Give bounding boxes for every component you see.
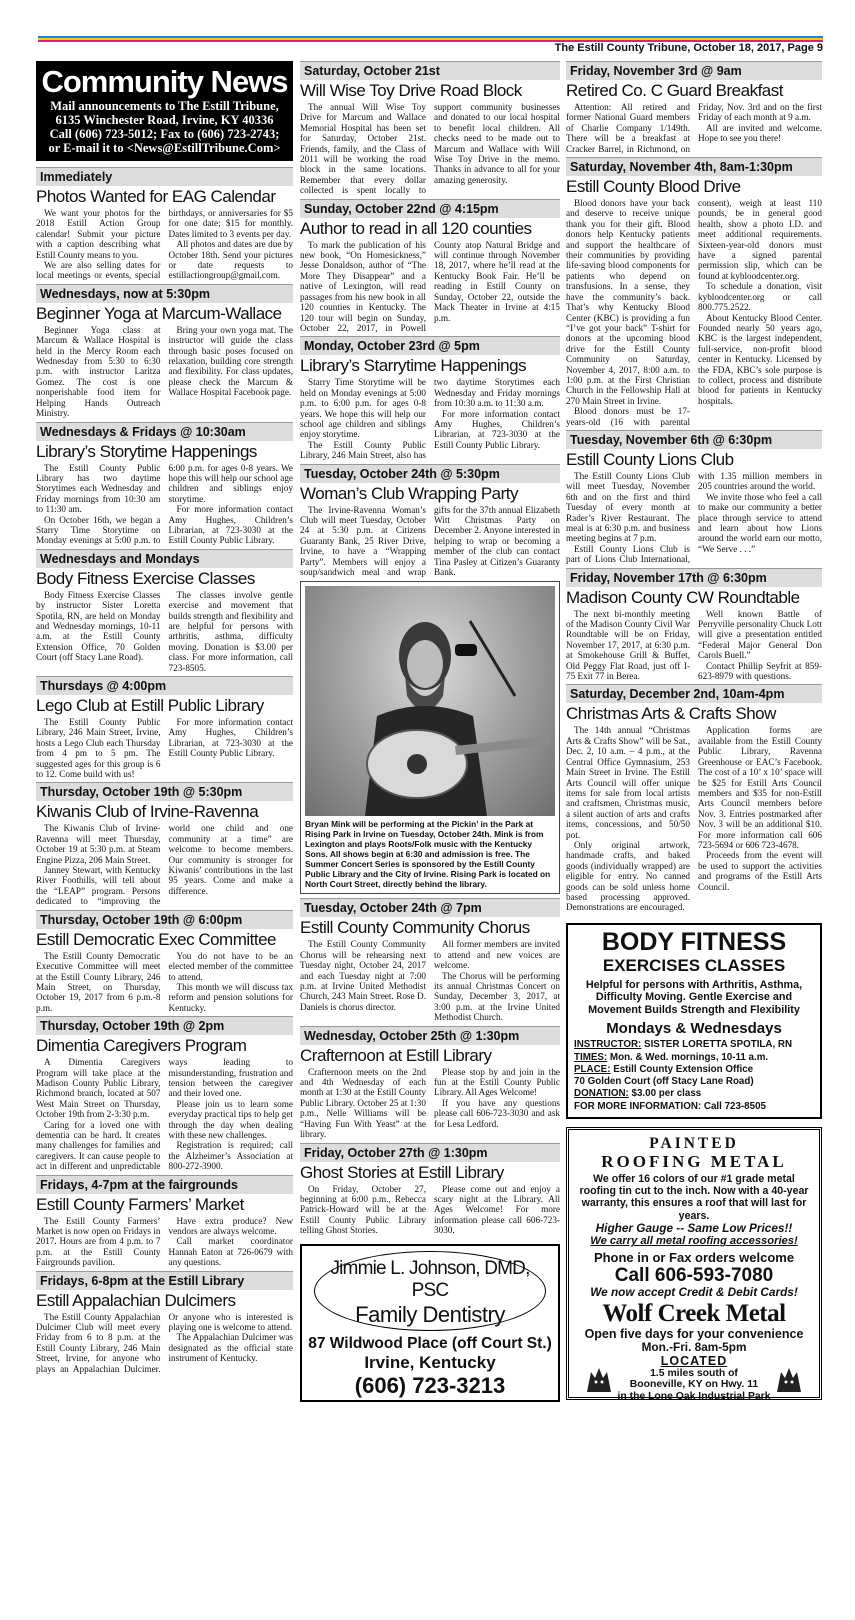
article-body (566, 198, 822, 427)
article-paragraph: The 14th annual “Christmas Arts & Crafts Show” will be Sat., Dec. 2, 10 a.m. – 4 p.m., at the Central Office Gymnasium, 253 Main Street in Irvine. The Estill Arts Council will offer unique items for sale from local artists and craftsmen, Christmas music, a silent auction of arts and crafts items, concessions, and 50/50 pot. (566, 725, 690, 840)
roof-ad-line: Higher Gauge -- Same Low Prices!! (595, 1220, 793, 1235)
article-title: Estill County Community Chorus (300, 918, 530, 938)
article-paragraph: Body Fitness Exercise Classes by instructor Sister Loretta Spotila, RN, are held on Monday and Wednesday mornings, 10-11 a.m. at the Estill County Extension Office, 70 Golden Court (off Stacy Lane Road). (36, 589, 161, 663)
article-body (36, 590, 293, 673)
article-date-bar: Thursday, October 19th @ 5:30pm (36, 782, 293, 801)
article-paragraph: To mark the publication of his new book, “On Homesickness,” Jesse Donaldson, author of “The More They Disappear” and a native of Lexington, will read passages from his new book in all 120 counties in Kentucky. The 120 tour will begin on Sunday, October 22, 2017, in Powell County atop Natural Bridge and will continue through November 18, 2017, where he’ll read at the Kentucky Book Fair. He’ll be reading in Estill County on Sunday, October 22, outside the Mack Theater in Irvine at 4:15 p.m. (300, 239, 560, 333)
article-body (300, 1184, 560, 1236)
roof-ad-line: ROOFING METAL (601, 1151, 787, 1171)
article-paragraph: All photos and dates are due by October 18th. Send your pictures or date requests to estillactiongroup@gmail.com. (168, 239, 293, 281)
article-title: Body Fitness Exercise Classes (36, 568, 255, 588)
article (36, 422, 293, 546)
article-body (36, 717, 293, 779)
article-paragraph: Bring your own yoga mat. The instructor will guide the class through basic poses focused on relaxation, building core strength and flexibility. For class updates, please check the Marcum & Wallace Hospital Facebook page. (168, 324, 293, 398)
article-date-bar: Friday, November 3rd @ 9am (566, 61, 822, 80)
article-body (566, 725, 822, 912)
article-date-bar: Wednesdays & Fridays @ 10:30am (36, 422, 293, 441)
article-paragraph: You do not have to be an elected member of the committee to attend. (168, 950, 293, 982)
article-paragraph: Crafternoon meets on the 2nd and 4th Wednesday of each month at 1:30 at the Estill County Public Library. October 25 at 1:30 p.m., Nelle Williams will be “Having Fun With Yeast” at the library. (300, 1066, 426, 1140)
article-date-bar: Saturday, October 21st (300, 61, 560, 80)
article-paragraph: The next bi-monthly meeting of the Madison County Civil War Roundtable will be on Friday, November 17, 2017, at 6:30 p.m. at Smokehouse Grill & Buffet, Old Peggy Flat Road, just off I-75 Exit 77 in Berea. (566, 608, 690, 682)
article-paragraph: We are also selling dates for local meetings or events, special birthdays, or anniversaries for $5 for one date; $15 for monthly. Dates limited to 3 events per day. (36, 208, 293, 281)
article (566, 430, 822, 565)
article-date-bar: Tuesday, October 24th @ 5:30pm (300, 464, 560, 483)
article-paragraph: The Kiwanis Club of Irvine-Ravenna will meet Thursday, October 19 at 5:30 p.m. at Steam Engine Pizza, 206 Main Street. (36, 823, 161, 865)
article-date-bar: Wednesdays and Mondays (36, 549, 293, 568)
article-paragraph: If you have any questions please call 606-723-3030 and ask for Lesa Ledford. (434, 1097, 560, 1129)
article-paragraph: Call market coordinator Hannah Eaton at 726-0679 with any questions. (168, 1236, 293, 1268)
article-date-bar: Wednesday, October 25th @ 1:30pm (300, 1026, 560, 1045)
article-body (36, 823, 293, 906)
article-date-bar: Fridays, 6-8pm at the Estill Library (36, 1271, 293, 1290)
article-body (300, 240, 560, 334)
col1-articles (36, 167, 293, 1374)
article-paragraph: Registration is required; call the Alzheimer’s Association at 800-272-3900. (168, 1140, 293, 1172)
fitness-ad-description: Helpful for persons with Arthritis, Asthma, Difficulty Moving. Gentle Exercise and Movement Builds Strength and Flexibility (585, 978, 803, 1016)
article-title: Estill Appalachian Dulcimers (36, 1290, 236, 1310)
masthead (36, 61, 293, 161)
roof-ad-line: PAINTED (649, 1134, 739, 1152)
article-body (300, 102, 560, 196)
article-title: Madison County CW Roundtable (566, 587, 800, 607)
photo-caption: Bryan Mink will be performing at the Pickin’ in the Park at Rising Park in Irvine on Tuesday, October 24th. Mink is from Lexington and plays Roots/Folk music with the Kentucky Sons. All shows begin at 6:30 and admission is free. The Summer Concert Series is sponsored by the Estill County Public Library and the City of Irvine. Rising Park is located on North Court Street, directly behind the library. (305, 819, 551, 890)
article-paragraph: The Chorus will be performing its annual Christmas Concert on Sunday, December 3, 2017, at 3:00 p.m. at the Irvine United Methodist Church. (434, 970, 560, 1023)
article-paragraph: Well known Battle of Perryville personality Chuck Lott will give a presentation entitled “Federal Major General Don Carols Buell.” (698, 608, 822, 661)
article-paragraph: Please come out and enjoy a scary night at the Library. All Ages Welcome! For more information please call 606-723-3030. (434, 1183, 560, 1236)
article-paragraph: Have extra produce? New vendors are always welcome. (168, 1215, 293, 1236)
article-paragraph: Application forms are available from the Estill County Public Library, Ravenna Greenhouse or EAC’s Facebook. The cost of a 10’ x 10’ space will be $25 for Estill Arts Council members and $35 for non-Estill Arts Council members before Nov. 3. Entries postmarked after Nov. 3 will be an additional $10. For more information call 606 723-5694 or 606 723-4678. (698, 725, 822, 850)
article-title: Beginner Yoga at Marcum-Wallace (36, 303, 282, 323)
wolf-icon (585, 1364, 613, 1394)
article-title: Estill Democratic Exec Committee (36, 929, 277, 949)
article-title: Dimentia Caregivers Program (36, 1036, 247, 1056)
article (300, 199, 560, 334)
article-paragraph: We want your photos for the 2018 Estill Action Group calendar! Submit your picture with a caption describing what Estill County means to you. (36, 208, 161, 260)
article (36, 1016, 293, 1171)
col3-articles (566, 61, 822, 913)
article-paragraph: The Estill County Community Chorus will be rehearsing next Tuesday night, October 24, 2017 and each Tuesday night at 7:00 p.m. at Irvine United Methodist Church, 243 Main Street. Rose D. Daniels is chorus director. (300, 939, 426, 1012)
dentist-practice: Family Dentistry (355, 1301, 505, 1327)
article-date-bar: Fridays, 4-7pm at the fairgrounds (36, 1175, 293, 1194)
guitarist-illustration (305, 586, 553, 816)
fitness-ad-days: Mondays & Wednesdays (606, 1020, 782, 1038)
fitness-ad-title: BODY FITNESS (601, 927, 787, 956)
roof-ad-loc-line: in the Lone Oak Industrial Park (617, 1390, 771, 1402)
article-paragraph: The Estill County Democratic Executive Committee will meet at the Estill County Library, 246 Main Street, on Thursday, October 19, 2017 from 6 p.m.-8 p.m. (36, 950, 161, 1013)
article-paragraph: For more information contact Amy Hughes, Children’s Librarian, at 723-3030 at the Estill County Public Library. (168, 504, 293, 546)
fitness-ad-place2: 70 Golden Court (off Stacy Lane Road) (574, 1076, 754, 1088)
article-paragraph: The Irvine-Ravenna Woman’s Club will meet Tuesday, October 24 at 5:30 p.m. at Citizens Guaranty Bank, 25 River Drive, Irvine, to have a “Wrapping Party”. Members will enjoy a soup/sandwich meal and wrap gifts for the 37th annual Elizabeth Witt Christmas Party on December 2. Anyone interested in helping to wrap or becoming a member of the club can contact Tina Pasley at Citizen’s Guaranty Bank. (300, 504, 560, 577)
article (300, 336, 560, 460)
article-date-bar: Thursdays @ 4:00pm (36, 676, 293, 695)
masthead-line: Call (606) 723-5012; Fax to (606) 723-2743; (49, 127, 280, 141)
article-body (36, 1216, 293, 1268)
article-date-bar: Friday, November 17th @ 6:30pm (566, 568, 822, 587)
article-paragraph: All former members are invited to attend and new voices are welcome. (434, 939, 560, 971)
dentist-address: 87 Wildwood Place (off Court St.) (308, 1334, 552, 1352)
column-1 (36, 61, 293, 1377)
article-title: Author to read in all 120 counties (300, 218, 532, 238)
article-paragraph: For more information contact Amy Hughes, Children’s Librarian, at 723-3030 at the Estill County Public Library. (168, 717, 293, 759)
dentist-ad (300, 1244, 560, 1402)
article-title: Ghost Stories at Estill Library (300, 1162, 504, 1182)
article-body (36, 463, 293, 546)
article-paragraph: Contact Phillip Seyfrit at 859-623-8979 with questions. (698, 660, 822, 682)
article (36, 1271, 293, 1374)
dentist-city: Irvine, Kentucky (364, 1352, 496, 1372)
article-title: Estill County Lions Club (566, 449, 734, 469)
article-body (36, 1057, 293, 1171)
article (36, 1175, 293, 1268)
masthead-line: 6135 Winchester Road, Irvine, KY 40336 (55, 113, 274, 127)
article (566, 157, 822, 427)
column-2 (300, 61, 560, 1402)
column-3 (566, 61, 822, 1400)
article-title: Library’s Starrytime Happenings (300, 356, 527, 376)
article-paragraph: The Estill County Public Library has two daytime Storytimes each Wednesday and Friday mornings from 10:30 am to 11:30 am. (36, 462, 161, 515)
fitness-ad-times: TIMES: Mon. & Wed. mornings, 10-11 a.m. (574, 1051, 769, 1063)
article-date-bar: Saturday, November 4th, 8am-1:30pm (566, 157, 822, 176)
article-body (300, 377, 560, 460)
masthead-line: Mail announcements to The Estill Tribune, (50, 99, 279, 113)
article-title: Estill County Farmers’ Market (36, 1194, 244, 1214)
article-paragraph: Please join us to learn some everyday practical tips to help get through the day when dealing with these new challenges. (168, 1098, 293, 1140)
article-body (36, 951, 293, 1013)
article (36, 782, 293, 906)
article (300, 898, 560, 1022)
article-body (300, 939, 560, 1022)
article-paragraph: The classes involve gentle exercise and movement that builds strength and flexibility and are helpful for persons with arthritis, asthma, difficulty moving. Donation is $3.00 per class. For more information, call 723-8505. (168, 589, 293, 673)
article-body (566, 609, 822, 682)
article-paragraph: The Estill County Farmers’ Market is now open on Fridays in 2017. Hours are from 4 p.m. to 7 p.m. at the Estill County Fairgrounds pavilion. (36, 1215, 161, 1268)
article-title: Kiwanis Club of Irvine-Ravenna (36, 802, 259, 822)
article-title: Christmas Arts & Crafts Show (566, 704, 776, 724)
article (300, 1143, 560, 1236)
article-paragraph: Estill County Lions Club is part of Lions Club International, with 1.35 million members in 205 countries around the world. (566, 470, 822, 565)
roof-ad-line: We carry all metal roofing accessories! (590, 1235, 798, 1248)
article (36, 676, 293, 779)
roof-ad-hours: Mon.-Fri. 8am-5pm (641, 1339, 747, 1354)
article (300, 61, 560, 196)
article-paragraph: On Friday, October 27, beginning at 6:00 p.m., Rebecca Patrick-Howard will be at the Estill County Public Library telling Ghost Stories. (300, 1183, 426, 1236)
article-title: Lego Club at Estill Public Library (36, 696, 264, 715)
article (566, 61, 822, 154)
photo-box (300, 581, 560, 894)
article (36, 284, 293, 419)
article-paragraph: We invite those who feel a call to make our community a better place through service to attend and learn about how Lions around the world earn our motto, “We Serve . . .” (698, 491, 822, 554)
roof-ad-phone: Call 606-593-7080 (614, 1265, 774, 1287)
col2-articles (300, 61, 560, 577)
article (300, 464, 560, 578)
article-body (300, 505, 560, 578)
article-date-bar: Tuesday, October 24th @ 7pm (300, 898, 560, 917)
article-paragraph: About Kentucky Blood Center. Founded nearly 50 years ago, KBC is the largest independent, full-service, non-profit blood center in Kentucky. Licensed by the FDA, KBC’s sole purpose is to collect, process and distribute blood for patients in Kentucky hospitals. (698, 312, 822, 406)
article-paragraph: This month we will discuss tax reform and pension solutions for Kentucky. (168, 981, 293, 1013)
article-body (36, 325, 293, 419)
article (300, 1026, 560, 1140)
article-paragraph: The Appalachian Dulcimer was designated as the official state instrument of Kentucky. (168, 1332, 293, 1364)
article (566, 684, 822, 912)
article-date-bar: Friday, October 27th @ 1:30pm (300, 1143, 560, 1162)
article-paragraph: Attention: All retired and former National Guard members of Charlie Company 1/149th. There will be a breakfast at Cracker Barrel, in Richmond, on Friday, Nov. 3rd and on the first Friday of each month at 9 a.m. (566, 102, 822, 154)
article (566, 568, 822, 682)
article-paragraph: The annual Will Wise Toy Drive for Marcum and Wallace Memorial Hospital has been set for Saturday, October 21st. Friends, family, and the Class of 2011 will be working the road block in the same locations. Remember that every dollar collected is spent locally to support community businesses and donated to our local hospital to benefit local children. All checks need to be made out to Marcum and Wallace with Will Wise Toy Drive in the memo. Thanks in advance to all for your amazing generosity. (300, 102, 560, 196)
roof-ad-loc-line: Booneville, KY on Hwy. 11 (629, 1379, 759, 1391)
roof-ad-line: Open five days for your convenience (584, 1326, 804, 1341)
article (36, 549, 293, 673)
fitness-ad-place: PLACE: Estill County Extension Office (574, 1063, 754, 1075)
masthead-line: or E-mail it to <News@EstillTribune.Com> (48, 141, 281, 155)
article-paragraph: The Estill County Lions Club will meet Tuesday, November 6th and on the first and third Tuesday of every month at Rader’s River Restaurant. The meal is at 6:30 p.m. and business meeting begins at 7 p.m. (566, 470, 690, 544)
page-header: The Estill County Tribune, October 18, 2017, Page 9 (554, 42, 823, 54)
dentist-name: Jimmie L. Johnson, DMD, PSC (330, 1257, 530, 1301)
article-title: Estill County Blood Drive (566, 177, 741, 197)
article-title: Photos Wanted for EAG Calendar (36, 187, 276, 206)
article-paragraph: Please stop by and join in the fun at the Estill County Public Library. All Ages Welcome! (434, 1066, 560, 1098)
article-date-bar: Sunday, October 22nd @ 4:15pm (300, 199, 560, 218)
article-paragraph: A Dimentia Caregivers Program will take place at the Madison County Public Library, Richmond branch, located at 507 West Main Street on Thursday, October 19th from 2-3:30 p.m. (36, 1057, 161, 1120)
article-paragraph: The Estill County Public Library, 246 Main Street, Irvine, hosts a Lego Club each Thursday from 4 pm to 5 pm. The suggested ages for this group is 6 to 12. Come build with us! (36, 717, 161, 780)
dentist-oval (314, 1251, 546, 1331)
article-paragraph: The Estill County Public Library, 246 Main Street, also has two daytime Storytimes each Wednesday and Friday mornings from 10:30 a.m. to 11:30 a.m. (300, 377, 560, 461)
article-paragraph: Blood donors have your back and deserve to receive unique thank you for their gift. Blood donors help Kentucky patients and support the healthcare of their communities by providing life-saving blood components for patients who depend on transfusions. In a sense, they have the community’s back. That’s why Kentucky Blood Center (KBC) is providing a fun “I’ve got your back” T-shirt for donors at the upcoming blood drive for the Estill County Community on Saturday, November 4, 2017, 8:00 a.m. to 1:00 p.m. at the First Christian Church in the Fellowship Hall at 270 Main Street in Irvine. (566, 198, 690, 406)
article-date-bar: Saturday, December 2nd, 10am-4pm (566, 684, 822, 703)
article-title: Crafternoon at Estill Library (300, 1045, 492, 1065)
article-title: Will Wise Toy Drive Road Block (300, 81, 522, 100)
performer-photo (305, 586, 555, 816)
article-body (36, 208, 293, 281)
article (36, 910, 293, 1013)
article-date-bar: Thursday, October 19th @ 2pm (36, 1016, 293, 1035)
col2b-articles (300, 898, 560, 1235)
article-body (566, 102, 822, 154)
fitness-ad-subtitle: EXERCISES CLASSES (602, 955, 786, 975)
article-date-bar: Tuesday, November 6th @ 6:30pm (566, 430, 822, 449)
article-paragraph: Only original artwork, handmade crafts, and baked goods (individually wrapped) are eligible for entry. No canned goods can be sold unless home based processing approved. Demonstrations are encouraged. (566, 839, 690, 913)
article-paragraph: All are invited and welcome. Hope to see you there! (698, 122, 822, 144)
article (36, 167, 293, 281)
article-paragraph: For more information contact Amy Hughes, Children’s Librarian, at 723-3030 at the Estill County Public Library. (434, 408, 560, 450)
article-paragraph: On October 16th, we began a Starry Time Storytime on Monday evenings at 5:00 p.m. to 6:00 p.m. for ages 0-8 years. We hope this will help our school age children and siblings enjoy storytime. (36, 462, 293, 546)
roof-ad-brand: Wolf Creek Metal (602, 1299, 786, 1327)
article-paragraph: Caring for a loved one with dementia can be hard. It creates many challenges for families and caregivers. It can cause people to act in different and unpredictable ways leading to misunderstanding, frustration and tension between the caregiver and their loved one. (36, 1057, 293, 1172)
wolf-icon (775, 1364, 803, 1394)
fitness-ad-info: FOR MORE INFORMATION: Call 723-8505 (574, 1100, 766, 1112)
article-date-bar: Immediately (36, 167, 293, 186)
fitness-ad-donation: DONATION: $3.00 per class (574, 1088, 702, 1100)
fitness-ad-instructor: INSTRUCTOR: SISTER LORETTA SPOTILA, RN (574, 1039, 793, 1051)
roof-ad-location (575, 1356, 813, 1402)
article-date-bar: Thursday, October 19th @ 6:00pm (36, 910, 293, 929)
article-paragraph: To schedule a donation, visit kybloodcenter.org or call 800.775.2522. (698, 281, 822, 313)
article-paragraph: The Estill County Appalachian Dulcimer Club will meet every Friday from 6 to 8 p.m. at the Estill County Library, 246 Main Street, Irvine, for anyone who plays an Appalachian Dulcimer. Or anyone who is interested is playing one is welcome to attend. (36, 1311, 293, 1374)
article-paragraph: Proceeds from the event will be used to support the activities and programs of the Estill Arts Council. (698, 850, 822, 892)
article-paragraph: Blood donors must be 17-years-old (16 with parental consent), weigh at least 110 pounds, be in general good health, show a photo I.D. and meet additional requirements. Sixteen-year-old donors must have a signed parental permission slip, which can be found at kybloodcenter.org. (566, 198, 822, 427)
fitness-ad (566, 923, 822, 1119)
article-title: Retired Co. C Guard Breakfast (566, 81, 783, 100)
article-paragraph: Janney Stewart, with Kentucky River Foothills, will tell about the “LEAP” program. Persons dedicated to “improving the world one child and one community at a time” are welcome to become members. Our community is stronger for Kiwanis’ contributions in the last 95 years. Come and make a difference. (36, 823, 293, 907)
roofing-ad (566, 1127, 822, 1400)
article-paragraph: Beginner Yoga class at Marcum & Wallace Hospital is held in the Mercy Room each Wednesday from 5:30 to 6:30 p.m. with instructor Laritza Gomez. The cost is one nonperishable food item for Helping Hands Outreach Ministry. (36, 324, 161, 419)
article-paragraph: Starry Time Storytime will be held on Monday evenings at 5:00 p.m. to 6:00 p.m. for ages 0-8 years. We hope this will help our school age children and siblings enjoy storytime. (300, 377, 426, 440)
article-title: Woman’s Club Wrapping Party (300, 483, 518, 503)
dentist-phone: (606) 723-3213 (354, 1372, 506, 1398)
article-body (36, 1312, 293, 1374)
roof-ad-line: We now accept Credit & Debit Cards! (590, 1285, 798, 1300)
roof-ad-loc-line: 1.5 miles south of (650, 1367, 738, 1379)
article-date-bar: Monday, October 23rd @ 5pm (300, 336, 560, 355)
roof-ad-line: Phone in or Fax orders welcome (593, 1250, 795, 1266)
roof-ad-line: We offer 16 colors of our #1 grade metal roofing tin cut to the inch. Now with a 40-year warranty, this ensures a roof that will last for years. (579, 1172, 809, 1222)
masthead-title: Community News (41, 64, 288, 99)
article-body (300, 1067, 560, 1140)
article-title: Library’s Storytime Happenings (36, 441, 257, 461)
article-body (566, 471, 822, 565)
article-date-bar: Wednesdays, now at 5:30pm (36, 284, 293, 303)
roof-ad-located: LOCATED (660, 1354, 728, 1369)
